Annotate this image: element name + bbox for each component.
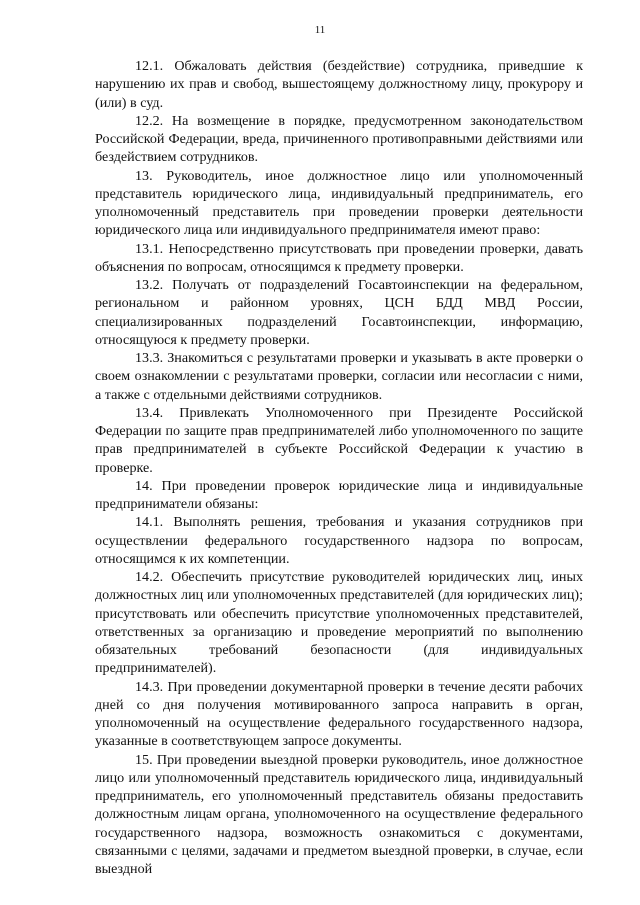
paragraph-13-4: 13.4. Привлекать Уполномоченного при Президенте Российской Федерации по защите прав предпринимателей либо уполномоченного по защите прав предпринимателей в субъекте Российской Федерации к участию в проверке. [95,404,583,476]
page-number: 11 [314,24,326,36]
paragraph-14-2: 14.2. Обеспечить присутствие руководителей юридических лиц, иных должностных лиц или уполномоченных представителей (для юридических лиц); присутствовать или обеспечить присутствие уполномоченных представителей, ответственных за организацию и проведение мероприятий по выполнению обязательных требований безопасности (для индивидуальных предпринимателей). [95,569,583,677]
paragraph-13-3: 13.3. Знакомиться с результатами проверки и указывать в акте проверки о своем ознакомлении с результатами проверки, согласии или несогласии с ними, а также с отдельными действиями сотрудников. [95,350,583,403]
paragraph-12-1: 12.1. Обжаловать действия (бездействие) сотрудника, приведшие к нарушению их прав и свобод, вышестоящему должностному лицу, прокурору и (или) в суд. [95,58,583,111]
paragraph-14: 14. При проведении проверок юридические лица и индивидуальные предприниматели обязаны: [95,477,583,512]
paragraph-14-1: 14.1. Выполнять решения, требования и указания сотрудников при осуществлении федерального государственного надзора по вопросам, относящимся к их компетенции. [95,514,583,567]
paragraph-13: 13. Руководитель, иное должностное лицо или уполномоченный представитель юридического лица, индивидуальный предприниматель, его уполномоченный представитель при проведении проверки деятельности юридического лица или индивидуального предпринимателя имеют право: [95,167,583,239]
document-body [95,57,583,878]
paragraph-15: 15. При проведении выездной проверки руководитель, иное должностное лицо или уполномоченный представитель юридического лица, индивидуальный предприниматель, его уполномоченный представитель обязаны предоставить должностным лицам органа, уполномоченного на осуществление федерального государственного надзора, возможность ознакомиться с документами, связанными с целями, задачами и предметом выездной проверки, в случае, если выездной [95,751,583,877]
paragraph-13-1: 13.1. Непосредственно присутствовать при проведении проверки, давать объяснения по вопросам, относящимся к предмету проверки. [95,240,583,275]
paragraph-12-2: 12.2. На возмещение в порядке, предусмотренном законодательством Российской Федерации, вреда, причиненного противоправными действиями или бездействием сотрудников. [95,112,583,166]
paragraph-14-3: 14.3. При проведении документарной проверки в течение десяти рабочих дней со дня получения мотивированного запроса направить в орган, уполномоченный на осуществление федерального государственного надзора, указанные в соответствующем запросе документы. [95,678,583,750]
paragraph-13-2: 13.2. Получать от подразделений Госавтоинспекции на федеральном, региональном и районном уровнях, ЦСН БДД МВД России, специализированных подразделений Госавтоинспекции, информацию, относящуюся к предмету проверки. [95,277,583,348]
